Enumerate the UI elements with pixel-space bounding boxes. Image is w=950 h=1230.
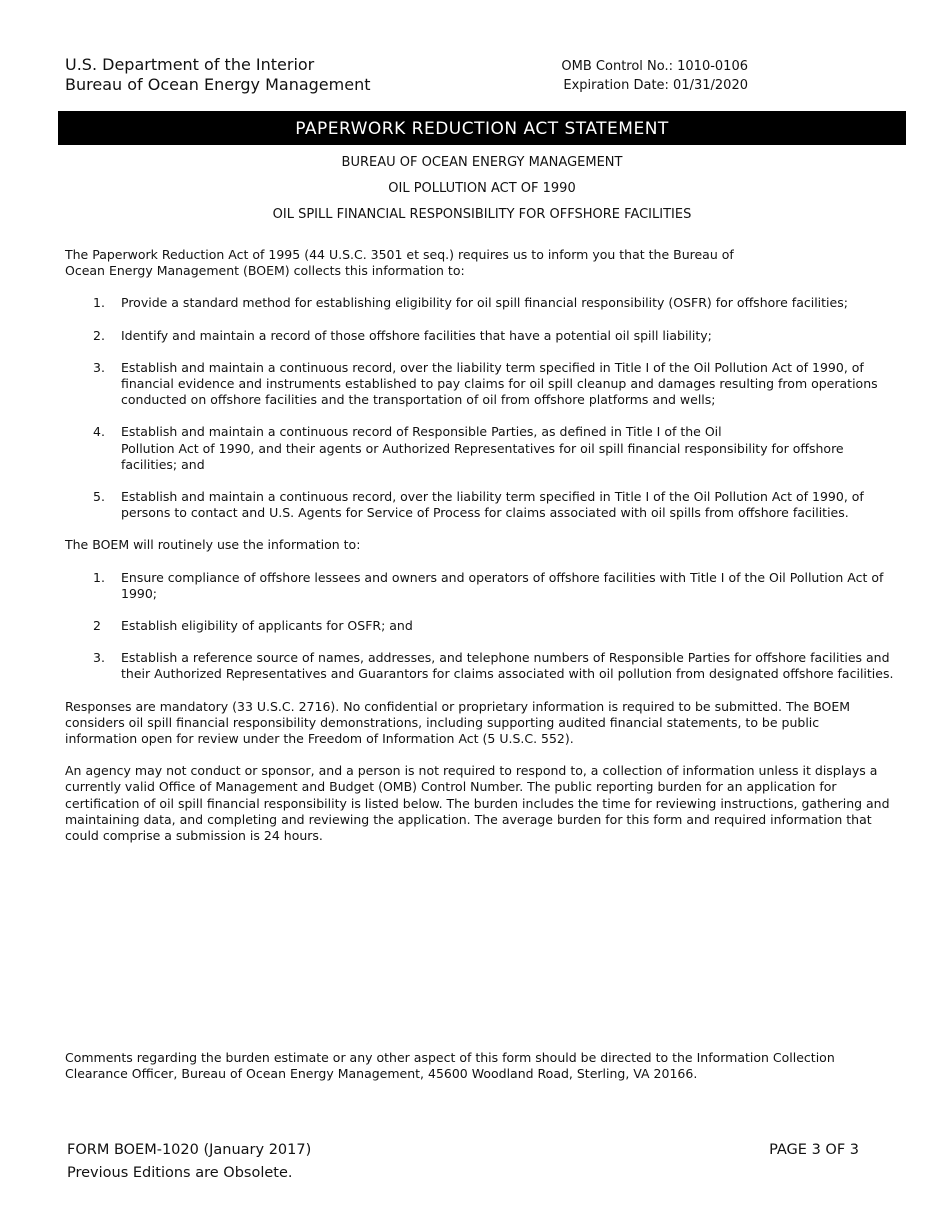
- intro-line: The Paperwork Reduction Act of 1995 (44 U.S.C. 3501 et seq.) requires us to inform you that the Bureau of: [65, 247, 734, 262]
- omb-info: [540, 57, 748, 95]
- page-title: PAPERWORK REDUCTION ACT STATEMENT: [295, 119, 669, 139]
- page-number: PAGE 3 OF 3: [769, 1142, 859, 1158]
- list-item-text: Pollution Act of 1990, and their agents or Authorized Representatives for oil spill financial responsibility for offshore facilities; and: [121, 440, 844, 472]
- comments-line: Clearance Officer, Bureau of Ocean Energy Management, 45600 Woodland Road, Sterling, VA 20166.: [65, 1066, 698, 1082]
- list-item-text: Establish a reference source of names, addresses, and telephone numbers of Responsible Parties for offshore facilities and their Authorized Representatives and Guarantors for claims associated with oil pollution from designated offshore facilities.: [121, 650, 894, 682]
- comments-line: Comments regarding the burden estimate or any other aspect of this form should be directed to the Information Collection: [65, 1050, 835, 1065]
- list-item-number: 3.: [93, 359, 105, 375]
- expiration-date: Expiration Date: 01/31/2020: [563, 78, 748, 93]
- agency-header: [65, 55, 371, 95]
- list-item-number: 5.: [93, 489, 105, 505]
- list-item: [65, 360, 895, 409]
- use-intro: The BOEM will routinely use the information to:: [65, 537, 361, 553]
- list-item-text: Identify and maintain a record of those offshore facilities that have a potential oil spill liability;: [121, 327, 712, 343]
- comments-paragraph: [65, 1050, 895, 1082]
- list-item: [65, 424, 895, 473]
- list-item-text: Ensure compliance of offshore lessees and owners and operators of offshore facilities with Title I of the Oil Pollution Act of 1990;: [121, 569, 884, 601]
- subtitle-bureau: BUREAU OF OCEAN ENERGY MANAGEMENT: [341, 155, 623, 170]
- list-item-text: Provide a standard method for establishing eligibility for oil spill financial responsibility (OSFR) for offshore facilities;: [121, 295, 848, 311]
- list-item: [65, 618, 895, 634]
- burden-paragraph: An agency may not conduct or sponsor, and a person is not required to respond to, a collection of information unless it displays a currently valid Office of Management and Budget (OMB) Control Number. The public reporting burden for an application for certification of oil spill financial responsibility is listed below. The burden includes the time for reviewing instructions, gathering and maintaining data, and completing and reviewing the application. The average burden for this form and required information that could comprise a submission is 24 hours.: [65, 763, 890, 844]
- list-item-number: 1.: [93, 295, 105, 311]
- subtitle-topic: OIL SPILL FINANCIAL RESPONSIBILITY FOR OFFSHORE FACILITIES: [272, 207, 692, 222]
- statement-body: [65, 247, 895, 860]
- list-item-number: 4.: [93, 424, 105, 440]
- list-item: [65, 650, 895, 682]
- collection-purposes-list: [65, 295, 895, 521]
- list-item: [65, 328, 895, 344]
- intro-paragraph: [65, 247, 895, 279]
- omb-control-number: OMB Control No.: 1010-0106: [561, 59, 748, 74]
- subtitle-act: OIL POLLUTION ACT OF 1990: [388, 181, 576, 196]
- title-banner: [58, 111, 906, 145]
- obsolete-notice: Previous Editions are Obsolete.: [67, 1165, 293, 1181]
- list-item-number: 1.: [93, 569, 105, 585]
- responses-paragraph: Responses are mandatory (33 U.S.C. 2716). No confidential or proprietary information is required to be submitted. The BOEM considers oil spill financial responsibility demonstrations, including supporting audited financial statements, to be public information open for review under the Freedom of Information Act (5 U.S.C. 552).: [65, 698, 851, 747]
- list-item: [65, 295, 895, 311]
- list-item-text: Establish and maintain a continuous record, over the liability term specified in Title I of the Oil Pollution Act of 1990, of persons to contact and U.S. Agents for Service of Process for claims associated with oil spills from offshore facilities.: [121, 489, 864, 521]
- form-footer: [67, 1139, 311, 1185]
- department-name: U.S. Department of the Interior: [65, 55, 315, 74]
- list-item-text: Establish eligibility of applicants for OSFR; and: [121, 618, 413, 634]
- list-item: [65, 570, 895, 602]
- list-item-text: Establish and maintain a continuous record, over the liability term specified in Title I of the Oil Pollution Act of 1990, of financial evidence and instruments established to pay claims for oil spill cleanup and damages resulting from operations conducted on offshore facilities and the transportation of oil from offshore platforms and wells;: [121, 359, 878, 408]
- routine-uses-list: [65, 570, 895, 683]
- list-item: [65, 489, 895, 521]
- list-item-text: Establish and maintain a continuous record of Responsible Parties, as defined in Title I of the Oil: [121, 424, 722, 440]
- bureau-name: Bureau of Ocean Energy Management: [65, 75, 371, 94]
- list-item-number: 3.: [93, 650, 105, 666]
- list-item-number: 2: [93, 618, 101, 634]
- subtitles: [58, 153, 906, 231]
- list-item-number: 2.: [93, 327, 105, 343]
- intro-line: Ocean Energy Management (BOEM) collects this information to:: [65, 263, 465, 279]
- form-identifier: FORM BOEM-1020 (January 2017): [67, 1142, 312, 1158]
